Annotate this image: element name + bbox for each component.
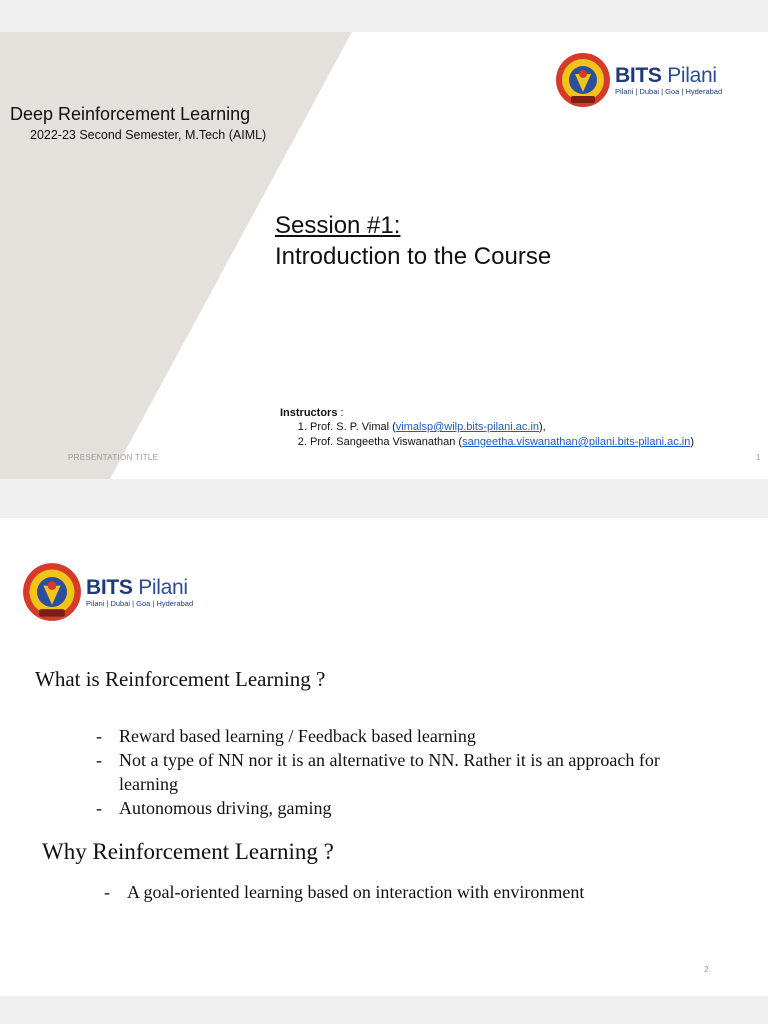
bits-pilani-logo bbox=[22, 562, 193, 622]
presentation-title-footer: PRESENTATION TITLE bbox=[68, 453, 159, 462]
list-item bbox=[96, 796, 716, 820]
instructor-name: Prof. S. P. Vimal ( bbox=[310, 421, 396, 433]
course-title: Deep Reinforcement Learning bbox=[10, 104, 251, 124]
instructor-name: Prof. Sangeetha Viswanathan ( bbox=[310, 436, 463, 448]
brand-name-light: Pilani bbox=[138, 575, 188, 599]
what-is-rl-bullets bbox=[96, 724, 716, 820]
instructors-list bbox=[280, 420, 694, 450]
session-title: Introduction to the Course bbox=[275, 243, 552, 270]
bullet-text: Autonomous driving, gaming bbox=[119, 798, 332, 818]
brand-name-light: Pilani bbox=[667, 63, 717, 87]
instructor-email-link[interactable]: vimalsp@wilp.bits-pilani.ac.in bbox=[395, 421, 540, 433]
slide-page-number: 2 bbox=[704, 965, 709, 974]
brand-name-bold: BITS bbox=[615, 63, 662, 87]
instructors-label: Instructors bbox=[280, 407, 338, 419]
slide-1 bbox=[0, 32, 768, 479]
bullet-marker: - bbox=[96, 726, 102, 746]
session-number: Session #1: bbox=[275, 212, 401, 239]
brand-campuses: Pilani | Dubai | Goa | Hyderabad bbox=[615, 86, 723, 96]
instructor-suffix: ), bbox=[539, 421, 546, 433]
brand-campuses: Pilani | Dubai | Goa | Hyderabad bbox=[86, 598, 194, 608]
bullet-marker: - bbox=[104, 882, 110, 902]
bits-pilani-logo bbox=[555, 52, 722, 108]
why-rl-bullets bbox=[104, 880, 724, 904]
list-item bbox=[96, 724, 716, 748]
what-is-rl-heading: What is Reinforcement Learning ? bbox=[35, 667, 326, 691]
bullet-text: Not a type of NN nor it is an alternative to NN. Rather it is an approach for learning bbox=[119, 750, 660, 794]
why-rl-heading: Why Reinforcement Learning ? bbox=[42, 839, 334, 864]
instructors-block bbox=[280, 407, 694, 450]
instructor-item bbox=[310, 420, 694, 435]
slide-2 bbox=[0, 518, 768, 996]
instructors-colon: : bbox=[337, 407, 344, 419]
instructor-suffix: ) bbox=[690, 436, 694, 448]
bullet-text: Reward based learning / Feedback based learning bbox=[119, 726, 476, 746]
brand-name-bold: BITS bbox=[86, 575, 133, 599]
list-item bbox=[96, 748, 716, 796]
instructor-email-link[interactable]: sangeetha.viswanathan@pilani.bits-pilani.ac.in bbox=[462, 436, 691, 448]
slide-page-number: 1 bbox=[756, 453, 761, 462]
bullet-marker: - bbox=[96, 798, 102, 818]
course-subtitle: 2022-23 Second Semester, M.Tech (AIML) bbox=[30, 128, 267, 142]
bullet-marker: - bbox=[96, 750, 102, 770]
bullet-text: A goal-oriented learning based on interaction with environment bbox=[127, 882, 585, 902]
bits-pilani-seal-icon bbox=[555, 52, 611, 108]
instructor-item bbox=[310, 435, 694, 450]
list-item bbox=[104, 880, 724, 904]
bits-pilani-seal-icon bbox=[22, 562, 82, 622]
